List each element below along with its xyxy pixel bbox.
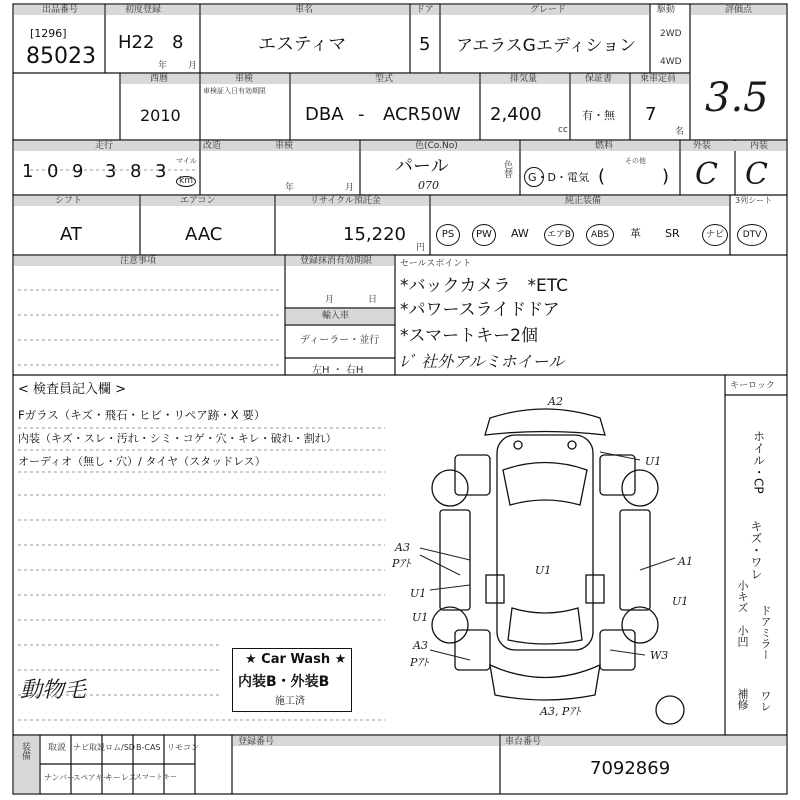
side-note-wheel: ホイル・CP	[751, 430, 766, 494]
mileage-digit-1: 1	[22, 161, 34, 182]
modified-label: 改造	[203, 141, 222, 151]
color-label: 色(Co.No)	[415, 141, 458, 151]
grade-value: アエラスGエディション	[456, 36, 637, 56]
equip-ps: PS	[436, 224, 460, 246]
equip-navi: ナビ	[702, 224, 728, 246]
model-prefix: DBA	[305, 104, 344, 125]
diag-note-u1-center: U1	[535, 564, 552, 577]
footer-item-keyless: キーレス	[105, 773, 137, 782]
equip-pw: PW	[472, 224, 496, 246]
inspector-hand-note: 動物毛	[20, 678, 87, 703]
model-label: 型式	[375, 74, 394, 84]
car-name-label: 車名	[295, 5, 314, 15]
displacement-value: 2,400	[490, 104, 542, 125]
model-code: ACR50W	[383, 104, 461, 125]
row3-inspection-label: 車検	[275, 141, 294, 151]
car-wash-grade: 内装B・外装B	[238, 674, 330, 690]
row3-year-unit: 年	[285, 183, 295, 193]
cc-unit: cc	[558, 125, 568, 135]
diag-note-a3-paint-rear: A3, Pｱﾄ	[540, 705, 581, 718]
footer-item-remote: リモコン	[167, 743, 199, 752]
diag-note-paint-rear: Pｱﾄ	[410, 656, 429, 669]
recycle-value: 15,220	[343, 224, 406, 245]
diag-note-w3: W3	[650, 649, 669, 662]
car-wash-done: 施工済	[275, 696, 305, 707]
equip-airbag: エアB	[544, 224, 574, 246]
shift-value: AT	[60, 224, 82, 245]
guarantee-label: 保証書	[585, 74, 613, 84]
footer-item-navi-manual: ナビ取説	[73, 743, 105, 752]
footer-item-bcas: B-CAS	[136, 743, 161, 752]
inspector-interior: 内装（キズ・スレ・汚れ・シミ・コゲ・穴・キレ・破れ・割れ）	[18, 432, 337, 445]
ac-value: AAC	[185, 224, 223, 245]
row2-inspection-sub: 車検証入日有効期限	[203, 87, 266, 95]
caution-label: 注意事項	[120, 256, 157, 266]
sales-point-2: *パワースライドドア	[400, 300, 560, 320]
reg-day-label: 日	[368, 295, 378, 305]
registration-label: 登録番号	[238, 737, 275, 747]
mileage-label: 走行	[95, 141, 114, 151]
doors-value: 5	[419, 34, 431, 55]
equip-abs: ABS	[586, 224, 614, 246]
fuel-options: G・D・電気	[528, 171, 589, 184]
score-label: 評価点	[725, 5, 753, 15]
score-value: 3.5	[705, 75, 769, 121]
diag-note-u1-top: U1	[645, 455, 662, 468]
drive-4wd: 4WD	[660, 57, 682, 67]
sales-point-handwritten: ﾚﾞ 社外アルミホイール	[400, 352, 565, 371]
import-label: 輸入車	[322, 311, 350, 321]
lot-number: 85023	[26, 44, 96, 69]
reg-month: 8	[172, 32, 184, 53]
footer-item-rom-sd: ロム/SD	[105, 743, 135, 752]
fuel-paren-close: )	[662, 166, 670, 187]
capacity-unit: 名	[675, 127, 685, 137]
repaint-label: 色替	[502, 160, 512, 178]
fuel-selected-circle	[524, 167, 544, 187]
interior-value: C	[745, 157, 768, 192]
color-code: 070	[418, 179, 439, 192]
shift-label: シフト	[55, 196, 83, 206]
capacity-value: 7	[645, 104, 657, 125]
footer-item-spare-key: スペアキー	[73, 773, 111, 782]
doors-label: ドア	[416, 5, 434, 15]
ac-label: エアコン	[180, 196, 216, 206]
key-lock-label: キーロック	[730, 381, 775, 391]
footer-item-number: ナンバー	[44, 773, 76, 782]
recycle-label: リサイクル預託金	[310, 196, 381, 206]
exterior-label: 外装	[693, 141, 712, 151]
diag-note-u1-left: U1	[410, 587, 427, 600]
sales-point-1: *バックカメラ *ETC	[400, 276, 568, 296]
era-year: H22	[118, 32, 155, 53]
side-note-small-scratch: 小キズ	[736, 580, 749, 613]
mileage-digit-5: 8	[130, 161, 142, 182]
diag-note-u1-right: U1	[672, 595, 689, 608]
footer-item-smart-key: スマートキー	[135, 773, 177, 781]
side-note-repair: 補修	[736, 688, 749, 710]
fuel-label: 燃料	[595, 141, 614, 151]
side-note-mirror: ドアミラー	[759, 605, 772, 660]
drive-2wd: 2WD	[660, 29, 682, 39]
car-name: エスティマ	[258, 34, 347, 55]
side-note-scratch: キズ・ワレ	[749, 520, 763, 580]
fuel-other: その他	[625, 157, 646, 165]
footer-equip-label: 装備	[20, 742, 30, 760]
dealer-parallel: ディーラー・並行	[300, 335, 380, 346]
mileage-digit-6: 3	[155, 161, 167, 182]
side-note-crack: ワレ	[759, 690, 772, 712]
mile-label: マイル	[176, 157, 197, 165]
third-row-label: 3列シート	[735, 196, 773, 205]
western-year: 2010	[140, 106, 181, 125]
lot-label: 出品番号	[42, 5, 79, 15]
equip-dtv: DTV	[737, 224, 767, 246]
mileage-digit-3: 9	[72, 161, 84, 182]
chassis-number: 7092869	[590, 758, 671, 779]
diag-note-a2: A2	[548, 395, 563, 408]
diag-note-u1-lower: U1	[412, 611, 429, 624]
equip-leather: 革	[630, 227, 641, 240]
model-dash: -	[358, 104, 365, 125]
side-note-small-dent: 小凹	[736, 625, 749, 647]
diag-note-a3-rear: A3	[413, 639, 428, 652]
yen-unit: 円	[416, 243, 426, 253]
inspector-audio: オーディオ（無し・穴）/ タイヤ（スタッドレス）	[18, 455, 266, 468]
guarantee-value: 有・無	[582, 109, 615, 122]
inspector-title: < 検査員記入欄 >	[18, 382, 127, 397]
equip-sr: SR	[665, 227, 680, 240]
grade-label: グレード	[530, 5, 567, 15]
fuel-paren-open: (	[598, 166, 606, 187]
diag-note-a1: A1	[678, 555, 693, 568]
western-label: 西暦	[150, 74, 169, 84]
diag-note-a3-left: A3	[395, 541, 410, 554]
car-wash-title: ★ Car Wash ★	[245, 652, 347, 667]
reg-expire-label: 登録抹消有効期限	[300, 256, 373, 266]
steering-side: 左H ・ 右H	[312, 365, 364, 376]
drive-label: 駆動	[657, 5, 676, 15]
diag-note-paint-left: Pｱﾄ	[392, 557, 411, 570]
sales-label: セールスポイント	[400, 259, 472, 269]
reg-month-label: 月	[325, 295, 335, 305]
capacity-label: 乗車定員	[640, 74, 677, 84]
exterior-value: C	[695, 157, 718, 192]
chassis-label: 車台番号	[505, 737, 542, 747]
month-unit: 月	[188, 61, 198, 71]
displacement-label: 排気量	[510, 74, 538, 84]
first-reg-label: 初度登録	[125, 5, 162, 15]
mileage-digit-4: 3	[105, 161, 117, 182]
sales-point-3: *スマートキー2個	[400, 326, 538, 346]
row2-inspection-label: 車検	[235, 74, 254, 84]
equip-label: 純正装備	[565, 196, 602, 206]
year-unit: 年	[158, 61, 168, 71]
inspector-glass: Fガラス（キズ・飛石・ヒビ・リペア跡・X 要）	[18, 408, 266, 422]
lot-prefix: [1296]	[30, 27, 67, 40]
mileage-digit-2: 0	[47, 161, 59, 182]
footer-item-manual: 取説	[48, 743, 67, 753]
km-label: km	[176, 176, 196, 187]
interior-label: 内装	[750, 141, 769, 151]
color-value: パール	[395, 156, 449, 177]
equip-aw: AW	[511, 227, 529, 240]
row3-month-unit: 月	[345, 183, 355, 193]
